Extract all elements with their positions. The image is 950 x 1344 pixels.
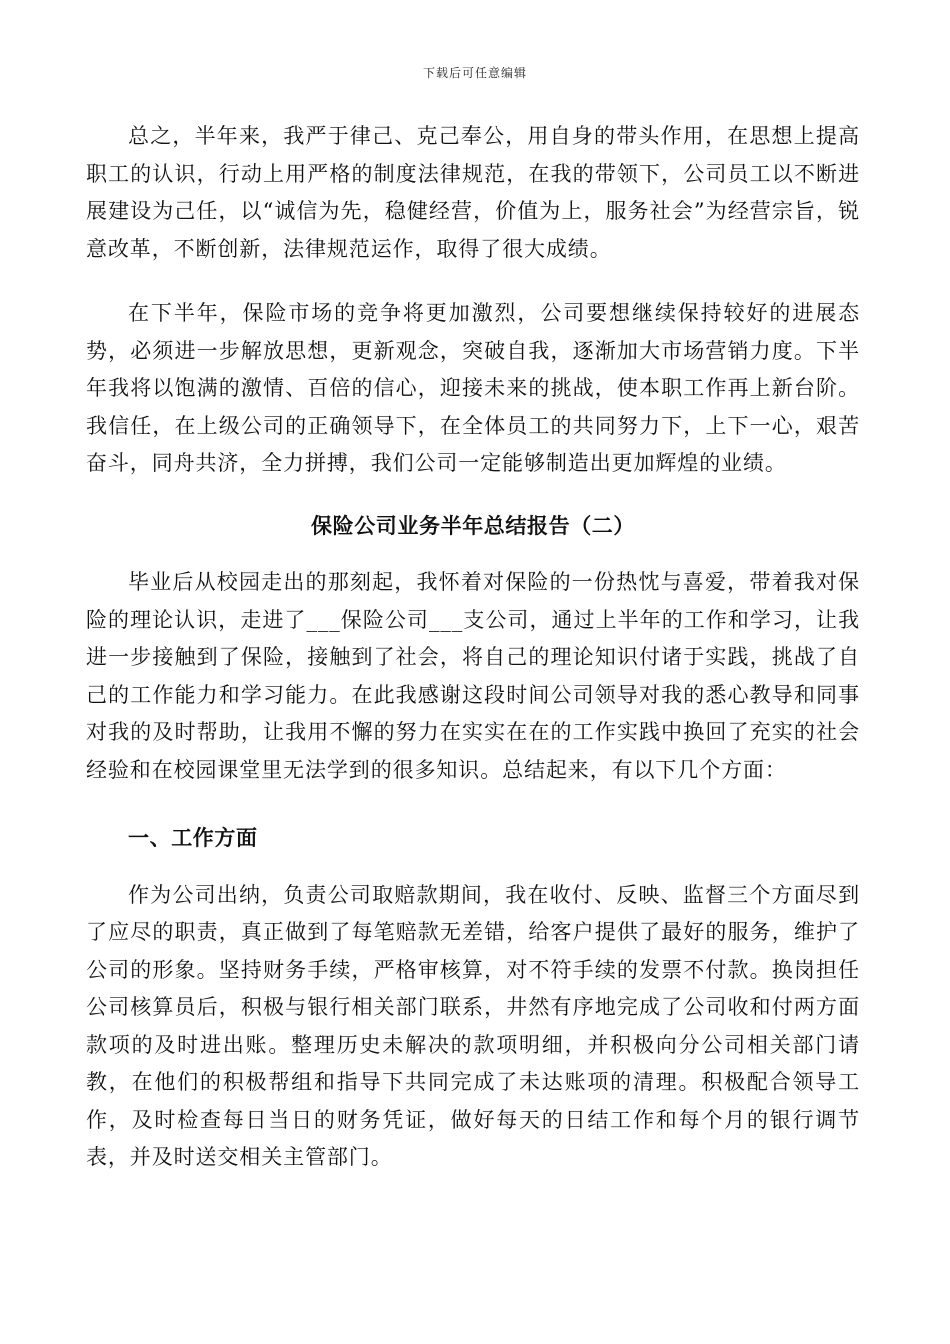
paragraph-summary: 总之，半年来，我严于律己、克己奉公，用自身的带头作用，在思想上提高职工的认识，行动上用严格的制度法律规范，在我的带领下，公司员工以不断进展建设为己任，以“诚信为先，稳健经营，价值为上，服务社会”为经营宗旨，锐意改革，不断创新，法律规范运作，取得了很大成绩。: [86, 124, 860, 261]
paragraph-outlook: 在下半年，保险市场的竞争将更加激烈，公司要想继续保持较好的进展态势，必须进一步解放思想，更新观念，突破自我，逐渐加大市场营销力度。下半年我将以饱满的激情、百倍的信心，迎接未来的挑战，使本职工作再上新台阶。我信任，在上级公司的正确领导下，在全体员工的共同努力下，上下一心，艰苦奋斗，同舟共济，全力拼搏，我们公司一定能够制造出更加辉煌的业绩。: [86, 301, 860, 475]
page-header: 下载后可任意编辑: [422, 66, 527, 80]
report-title: 保险公司业务半年总结报告（二）: [311, 512, 635, 538]
section-heading-work: 一、工作方面: [128, 825, 258, 850]
paragraph-introduction: 毕业后从校园走出的那刻起，我怀着对保险的一份热忱与喜爱，带着我对保险的理论认识，走进了___保险公司___支公司，通过上半年的工作和学习，让我进一步接触到了保险，接触到了社会，将自己的理论知识付诸于实践，挑战了自己的工作能力和学习能力。在此我感谢这段时间公司领导对我的悉心教导和同事对我的及时帮助，让我用不懈的努力在实实在在的工作实践中换回了充实的社会经验和在校园课堂里无法学到的很多知识。总结起来，有以下几个方面：: [86, 570, 860, 782]
paragraph-work-details: 作为公司出纳，负责公司取赔款期间，我在收付、反映、监督三个方面尽到了应尽的职责，真正做到了每笔赔款无差错，给客户提供了最好的服务，维护了公司的形象。坚持财务手续，严格审核算，对不符手续的发票不付款。换岗担任公司核算员后，积极与银行相关部门联系，井然有序地完成了公司收和付两方面款项的及时进出账。整理历史未解决的款项明细，并积极向分公司相关部门请教，在他们的积极帮组和指导下共同完成了未达账项的清理。积极配合领导工作，及时检查每日当日的财务凭证，做好每天的日结工作和每个月的银行调节表，并及时送交相关主管部门。: [86, 882, 860, 1169]
document-body: [86, 118, 860, 1177]
